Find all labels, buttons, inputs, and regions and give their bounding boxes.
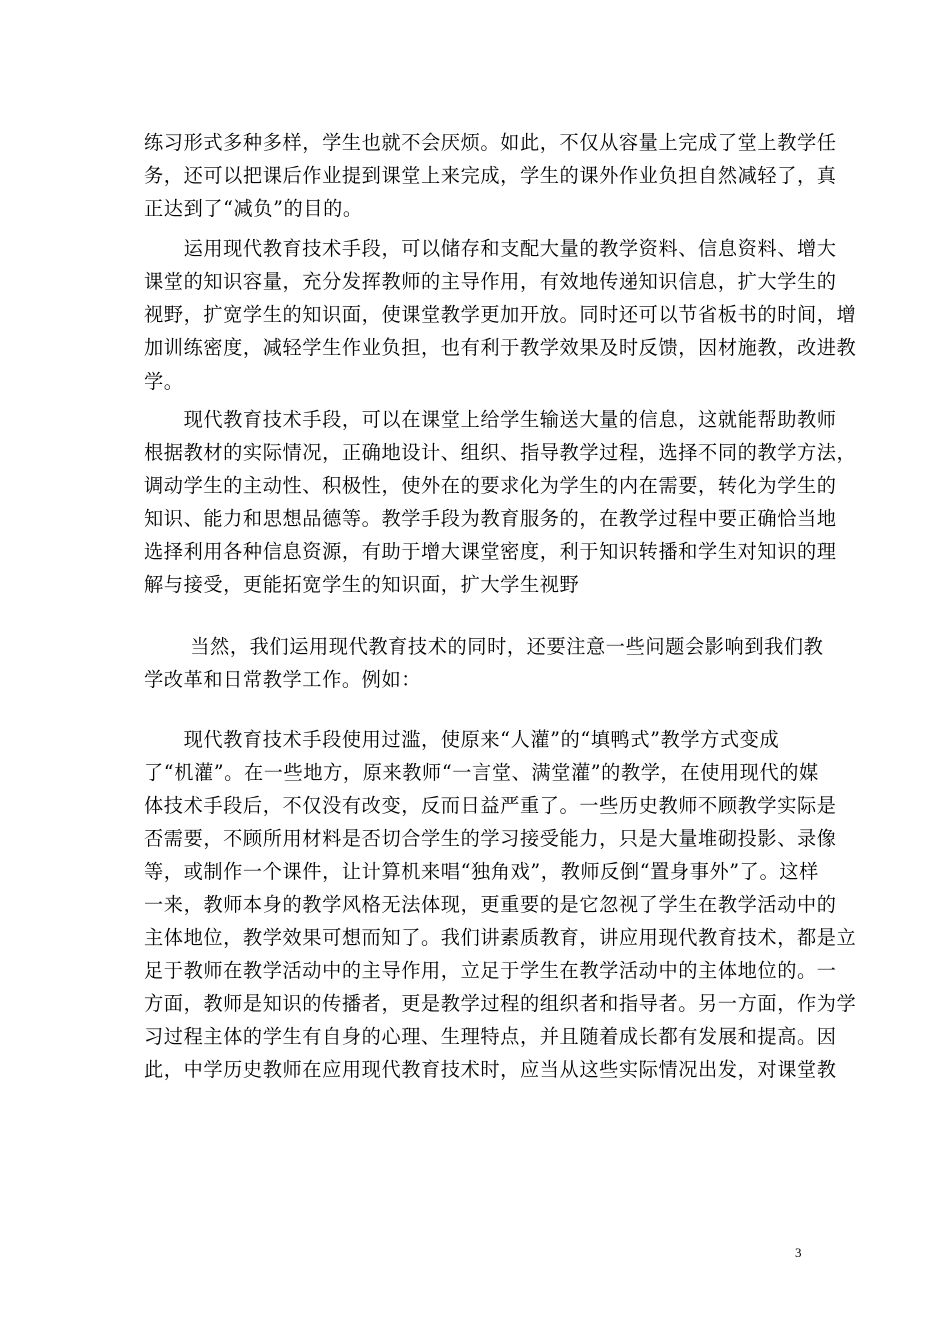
- text-line: 课堂的知识容量，充分发挥教师的主导作用，有效地传递知识信息，扩大学生的: [144, 270, 837, 293]
- text-line: 根据教材的实际情况，正确地设计、组织、指导教学过程，选择不同的教学方法，: [144, 441, 857, 464]
- text-line: 习过程主体的学生有自身的心理、生理特点，并且随着成长都有发展和提高。因: [144, 1025, 837, 1048]
- text-line: 主体地位，教学效果可想而知了。我们讲素质教育，讲应用现代教育技术，都是立: [144, 926, 857, 949]
- text-line: 现代教育技术手段，可以在课堂上给学生输送大量的信息，这就能帮助教师: [144, 408, 837, 431]
- text-line: 此，中学历史教师在应用现代教育技术时，应当从这些实际情况出发，对课堂教: [144, 1058, 837, 1081]
- text-line: 体技术手段后，不仅没有改变，反而日益严重了。一些历史教师不顾教学实际是: [144, 794, 837, 817]
- text-line: 现代教育技术手段使用过滥，使原来“人灌”的“填鸭式”教学方式变成: [144, 728, 780, 751]
- text-line: 解与接受，更能拓宽学生的知识面，扩大学生视野: [144, 573, 580, 596]
- text-line: 足于教师在教学活动中的主导作用，立足于学生在教学活动中的主体地位的。一: [144, 959, 837, 982]
- page-number: 3: [795, 1245, 802, 1260]
- text-line: 选择利用各种信息资源，有助于增大课堂密度，利于知识转播和学生对知识的理: [144, 540, 837, 563]
- text-line: 学。: [144, 370, 184, 393]
- text-line: 一来，教师本身的教学风格无法体现，更重要的是它忽视了学生在教学活动中的: [144, 893, 837, 916]
- text-line: 学改革和日常教学工作。例如：: [144, 668, 422, 691]
- text-line: 调动学生的主动性、积极性，使外在的要求化为学生的内在需要，转化为学生的: [144, 474, 837, 497]
- text-line: 等，或制作一个课件，让计算机来唱“独角戏”，教师反倒“置身事外”了。这样: [144, 860, 819, 883]
- text-line: 正达到了“减负”的目的。: [144, 197, 363, 220]
- text-line: 加训练密度，减轻学生作业负担，也有利于教学效果及时反馈，因材施教，改进教: [144, 336, 857, 359]
- text-line: 运用现代教育技术手段，可以储存和支配大量的教学资料、信息资料、增大: [144, 237, 837, 260]
- text-line: 视野，扩宽学生的知识面，使课堂教学更加开放。同时还可以节省板书的时间，增: [144, 303, 857, 326]
- text-line: 方面，教师是知识的传播者，更是教学过程的组织者和指导者。另一方面，作为学: [144, 992, 857, 1015]
- text-line: 务，还可以把课后作业提到课堂上来完成，学生的课外作业负担自然减轻了，真: [144, 164, 837, 187]
- text-line: 当然，我们运用现代教育技术的同时，还要注意一些问题会影响到我们教: [144, 635, 824, 658]
- text-line: 知识、能力和思想品德等。教学手段为教育服务的，在教学过程中要正确恰当地: [144, 507, 837, 530]
- text-line: 否需要，不顾所用材料是否切合学生的学习接受能力，只是大量堆砌投影、录像: [144, 827, 837, 850]
- text-line: 练习形式多种多样，学生也就不会厌烦。如此，不仅从容量上完成了堂上教学任: [144, 131, 837, 154]
- text-line: 了“机灌”。在一些地方，原来教师“一言堂、满堂灌”的教学，在使用现代的媒: [144, 761, 819, 784]
